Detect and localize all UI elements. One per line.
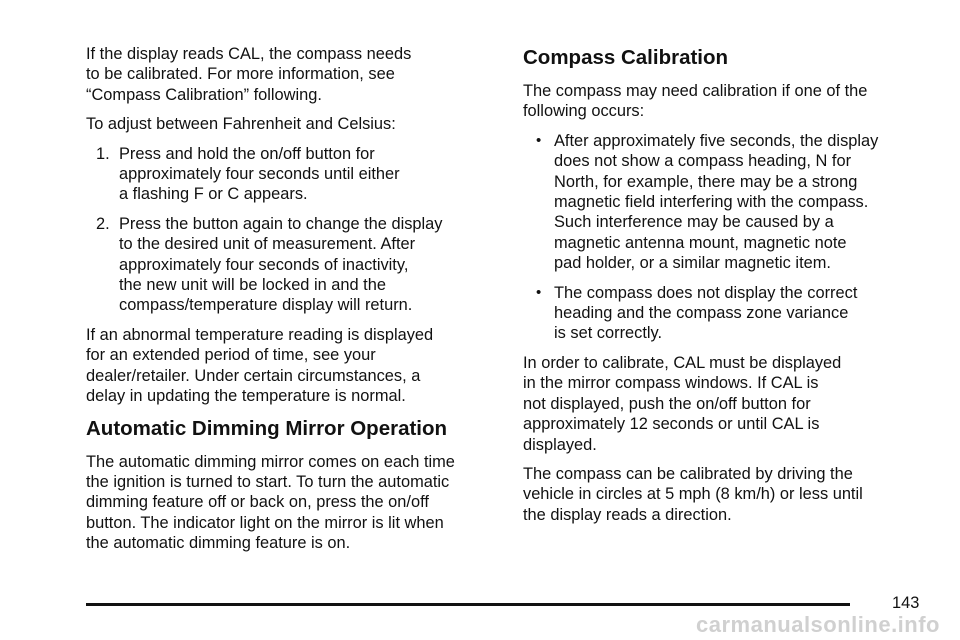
text-line: approximately four seconds of inactivity, [119,255,409,274]
footer-rule [86,603,850,606]
list-item [523,131,918,274]
site-watermark: carmanualsonline.info [696,612,940,637]
right-column [523,44,918,534]
abnormal-temp-paragraph [86,325,486,407]
text-line: the new unit will be locked in and the [119,276,386,295]
calibration-conditions-list [523,131,918,344]
page-number: 143 [892,594,920,612]
text-line: delay in updating the temperature is normal. [86,387,406,406]
text-line: the automatic dimming feature is on. [86,534,351,553]
units-steps-list [86,144,486,316]
text-line: for an extended period of time, see your [86,346,376,365]
text-line: Such interference may be caused by a [554,213,834,232]
text-line: vehicle in circles at 5 mph (8 km/h) or less until [523,485,863,504]
left-column [86,44,486,563]
text-line: After approximately five seconds, the display [554,131,879,150]
text-line: compass/temperature display will return. [119,296,413,315]
text-line: To adjust between Fahrenheit and Celsius: [86,115,396,134]
text-line: North, for example, there may be a strong [554,172,858,191]
driving-circles-paragraph [523,464,918,525]
calibration-intro-paragraph [523,81,918,122]
text-line: The compass can be calibrated by driving the [523,464,853,483]
text-line: to be calibrated. For more information, see [86,65,395,84]
dimming-mirror-paragraph [86,452,486,554]
list-item [86,214,486,316]
list-item [523,283,918,344]
units-intro-paragraph [86,114,486,134]
text-line: magnetic antenna mount, magnetic note [554,233,847,252]
text-line: “Compass Calibration” following. [86,85,322,104]
text-line: following occurs: [523,102,645,121]
text-line: Press and hold the on/off button for [119,144,375,163]
compass-calibration-heading: Compass Calibration [523,46,729,69]
text-line: is set correctly. [554,324,663,343]
text-line: to the desired unit of measurement. After [119,235,416,254]
text-line: displayed. [523,435,597,454]
text-line: If an abnormal temperature reading is displayed [86,325,434,344]
text-line: heading and the compass zone variance [554,304,849,323]
bullet-icon: • [536,131,542,149]
step-number: 2. [96,214,110,233]
text-line: in the mirror compass windows. If CAL is [523,374,819,393]
text-line: The automatic dimming mirror comes on each time [86,452,455,471]
text-line: the display reads a direction. [523,505,732,524]
calibrate-cal-paragraph [523,353,918,455]
text-line: If the display reads CAL, the compass needs [86,45,412,63]
text-line: not displayed, push the on/off button for [523,394,811,413]
text-line: dealer/retailer. Under certain circumstances, a [86,366,421,385]
text-line: pad holder, or a similar magnetic item. [554,254,831,273]
text-line: magnetic field interfering with the compass. [554,193,869,212]
text-line: The compass does not display the correct [554,283,858,302]
text-line: approximately 12 seconds or until CAL is [523,415,820,434]
text-line: a flashing F or C appears. [119,185,308,204]
dimming-mirror-heading: Automatic Dimming Mirror Operation [86,416,448,440]
text-line: button. The indicator light on the mirror is lit when [86,513,444,532]
list-item [86,144,486,205]
text-line: approximately four seconds until either [119,165,400,184]
text-line: dimming feature off or back on, press the on/off [86,493,429,512]
bullet-icon: • [536,283,542,301]
text-line: Press the button again to change the display [119,214,443,233]
cal-intro-paragraph [86,44,486,105]
text-line: The compass may need calibration if one of the [523,82,868,100]
step-number: 1. [96,144,110,163]
text-line: the ignition is turned to start. To turn the automatic [86,472,450,491]
text-line: does not show a compass heading, N for [554,152,852,171]
text-line: In order to calibrate, CAL must be displayed [523,353,842,372]
